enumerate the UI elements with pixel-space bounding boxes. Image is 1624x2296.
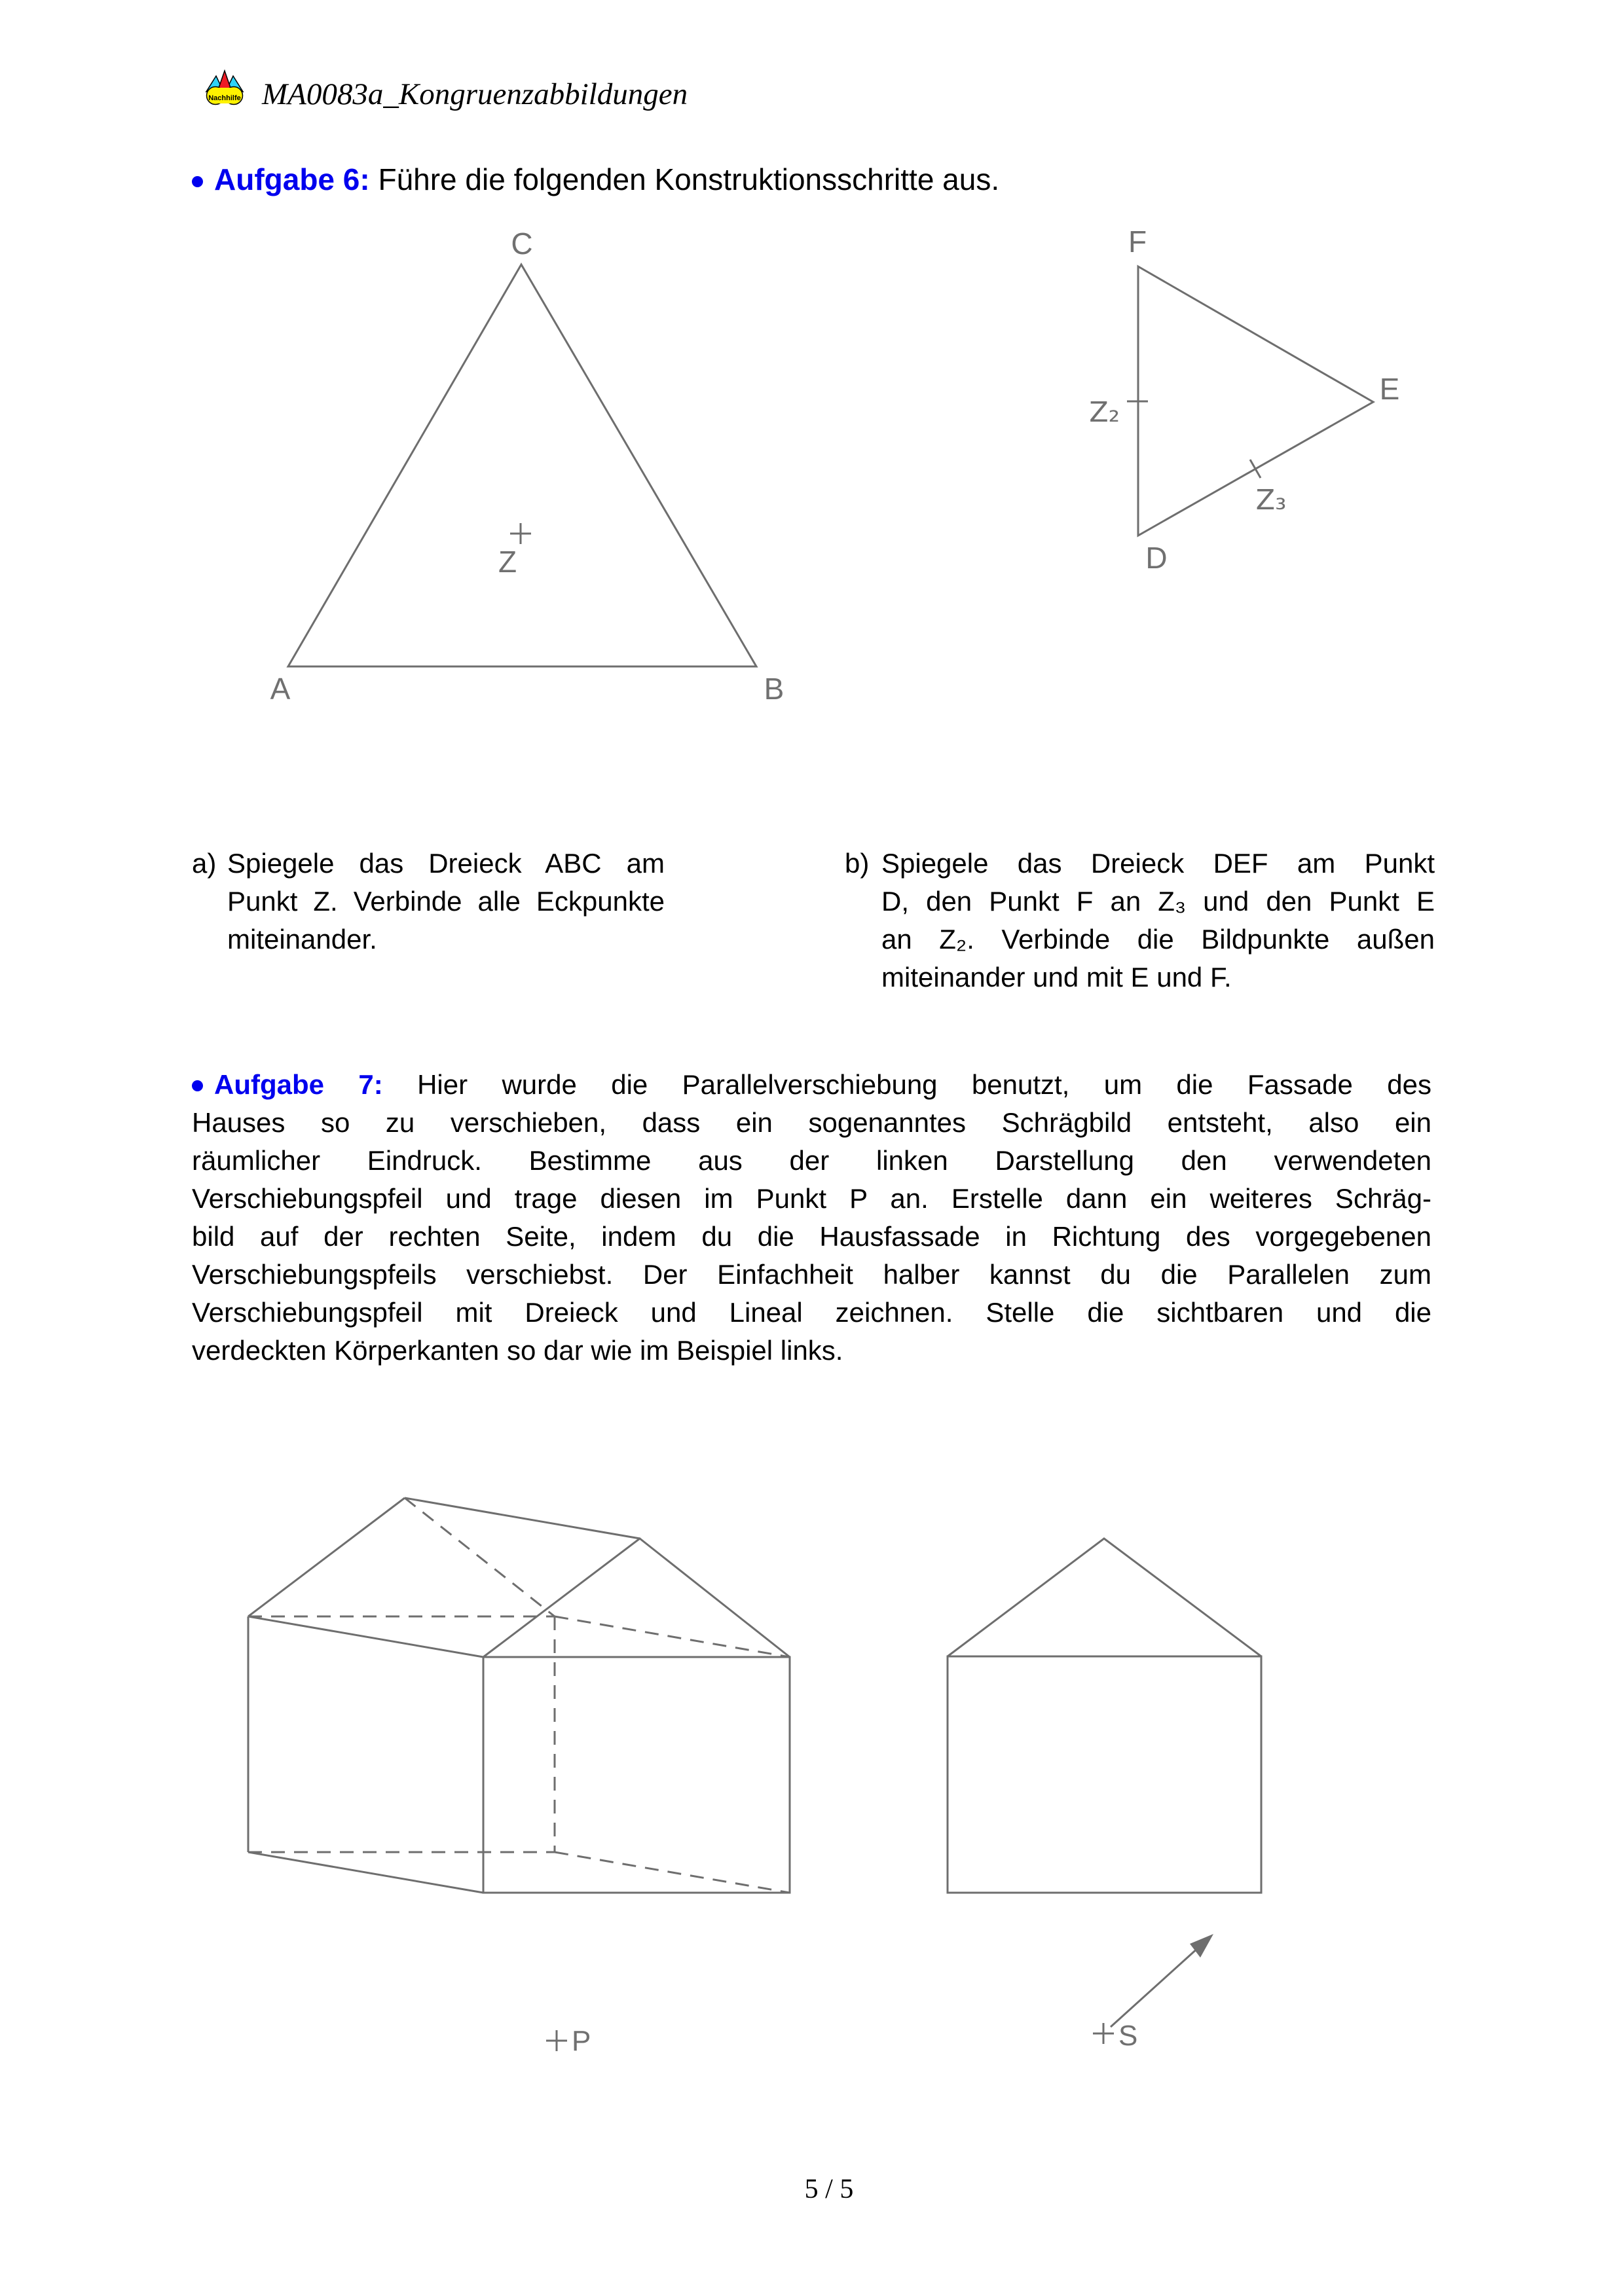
back-roof-slope	[248, 1498, 405, 1616]
part-b-marker: b)	[845, 848, 870, 879]
point-label-z: Z	[498, 545, 517, 579]
facade-rectangle	[948, 1656, 1261, 1893]
task7-line: Verschiebungspfeil mit Dreieck und Lineal zeichnen. Stelle die sichtbaren und die	[192, 1297, 1431, 1328]
task7-line: bild auf der rechten Seite, indem du die Hausfassade in Richtung des vorgegebenen	[192, 1221, 1431, 1252]
part-a-line: Spiegele das Dreieck ABC am	[227, 848, 665, 879]
hidden-back-roof-edge	[405, 1498, 555, 1616]
task6-heading	[192, 161, 999, 198]
facade-gable	[948, 1539, 1261, 1656]
point-z-cross-icon	[510, 523, 531, 544]
arrow-shaft	[1111, 1947, 1199, 2027]
part-b-line: an Z₂. Verbinde die Bildpunkte außen	[881, 924, 1435, 955]
task7-line: verdeckten Körperkanten so dar wie im Beispiel links.	[192, 1335, 843, 1366]
vertex-label-f: F	[1128, 225, 1147, 259]
part-b-line: Spiegele das Dreieck DEF am Punkt	[881, 848, 1435, 879]
left-wall-top-edge	[248, 1616, 483, 1657]
part-b-line: D, den Punkt F an Z₃ und den Punkt E	[881, 886, 1435, 917]
task6-label: Aufgabe 6:	[214, 162, 370, 196]
vertex-label-c: C	[511, 227, 533, 261]
hidden-bottom-depth-edge	[555, 1852, 790, 1893]
facade-gable	[483, 1539, 790, 1657]
task7-line: räumlicher Eindruck. Bestimme aus der linken Darstellung den verwendeten	[192, 1145, 1431, 1176]
nachhilfe-logo	[203, 68, 246, 107]
task6-part-a	[192, 845, 665, 958]
bullet-icon	[192, 176, 203, 187]
task7-line	[192, 1066, 1431, 1104]
document-title: MA0083a_Kongruenzabbildungen	[262, 77, 688, 111]
triangle-def-figure	[1089, 225, 1399, 575]
point-label-p: P	[572, 2025, 591, 2057]
vertex-label-d: D	[1145, 541, 1168, 575]
point-p-cross-icon	[546, 2030, 567, 2051]
arrow-head-icon	[1190, 1934, 1213, 1958]
task7-line: Verschiebungspfeils verschiebst. Der Einfachheit halber kannst du die Parallelen zum	[192, 1259, 1431, 1290]
task7-line-text: Hier wurde die Parallelverschiebung benutzt, um die Fassade des	[417, 1069, 1432, 1100]
part-a-line: Punkt Z. Verbinde alle Eckpunkte	[227, 886, 665, 917]
page-number: 5 / 5	[804, 2174, 854, 2204]
translation-arrow	[1111, 1934, 1213, 2027]
ridge-edge	[405, 1498, 640, 1539]
task6-part-b	[845, 845, 1435, 996]
point-label-z2: Z₂	[1089, 396, 1120, 429]
part-a-line: miteinander.	[227, 924, 377, 955]
hidden-top-depth-edge	[555, 1616, 790, 1657]
part-b-line: miteinander und mit E und F.	[881, 962, 1232, 993]
bullet-icon	[192, 1080, 203, 1091]
triangle-abc-figure	[270, 227, 784, 706]
vertex-label-a: A	[270, 672, 291, 706]
task7-paragraph	[192, 1066, 1431, 1370]
z3-tick-icon	[1250, 460, 1261, 478]
task7-line: Verschiebungspfeil und trage diesen im Punkt P an. Erstelle dann ein weiteres Schräg-	[192, 1183, 1431, 1214]
point-label-z3: Z₃	[1255, 484, 1287, 517]
part-a-marker: a)	[192, 848, 217, 879]
triangle-abc-outline	[288, 264, 756, 666]
task7-line: Hauses so zu verschieben, dass ein sogenanntes Schrägbild entsteht, also ein	[192, 1107, 1431, 1138]
logo-text: Nachhilfe	[208, 94, 241, 102]
point-p-mark	[546, 2025, 591, 2057]
house-oblique-figure	[248, 1498, 790, 1893]
point-s-cross-icon	[1093, 2023, 1114, 2044]
vertex-label-b: B	[764, 672, 784, 706]
house-facade-figure	[948, 1539, 1261, 1893]
triangle-def-outline	[1138, 266, 1373, 536]
task6-intro: Führe die folgenden Konstruktionsschritte aus.	[378, 162, 1000, 196]
left-wall-bottom-edge	[248, 1852, 483, 1893]
point-label-s: S	[1118, 2020, 1138, 2052]
facade-rectangle	[483, 1657, 790, 1893]
task7-label: Aufgabe 7:	[214, 1069, 383, 1100]
vertex-label-e: E	[1379, 372, 1400, 406]
point-s-mark	[1093, 2020, 1137, 2052]
